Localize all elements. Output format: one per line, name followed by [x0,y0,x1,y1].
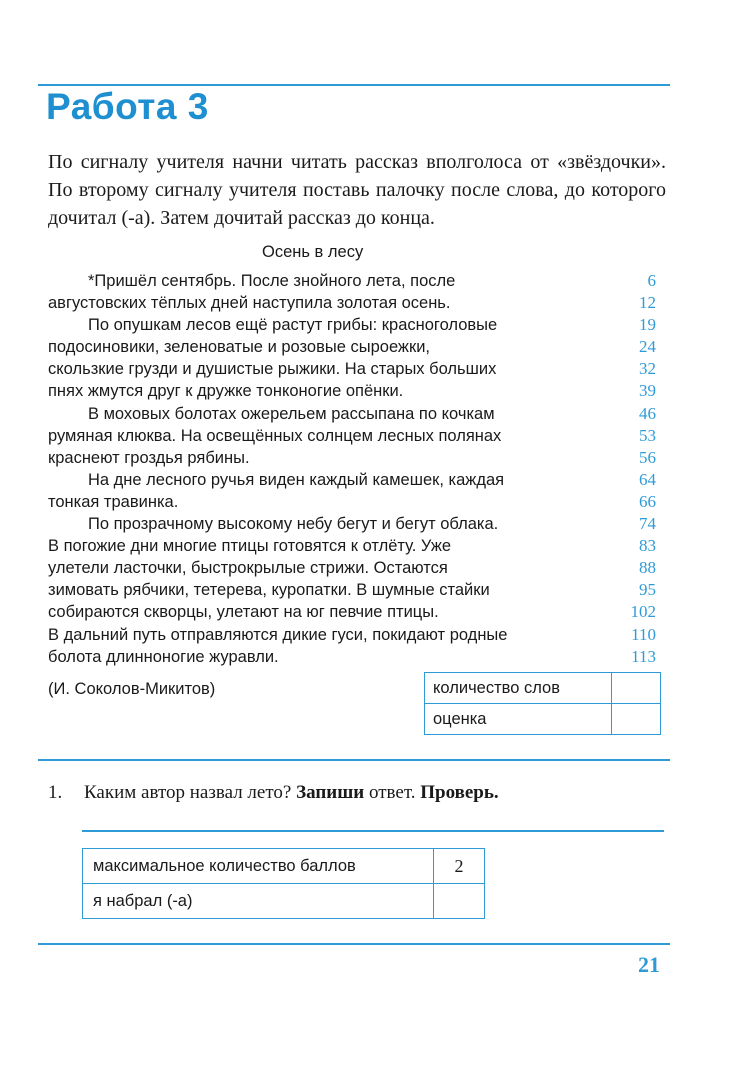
word-count-marker: 110 [631,624,656,644]
instruction-text: По сигналу учителя начни читать рассказ вполголоса от «звёздочки». По второму сигналу учителя поставь палочку после слова, до которого дочитал (-а). Затем дочитай рассказ до конца. [48,151,666,229]
word-count-marker: 74 [639,514,656,534]
word-count-marker: 102 [630,602,656,622]
question-text-2: ответ. [369,782,416,803]
word-count-marker: 88 [639,558,656,578]
max-score-label: максимальное количество баллов [83,849,434,884]
answer-line[interactable] [82,830,664,832]
story-line: болота длинноногие журавли. 113 [48,646,658,668]
grade-label: оценка [425,704,612,735]
question-number: 1. [48,782,63,803]
story-line: краснеют гроздья рябины. 56 [48,447,658,469]
word-count-marker: 6 [647,271,656,290]
grade-cell[interactable] [612,704,661,735]
story-line: скользкие грузди и душистые рыжики. На старых больших 32 [48,358,658,380]
word-count-marker: 53 [639,425,656,445]
word-count-marker: 46 [639,403,656,423]
story-text [48,270,658,668]
story-line: августовских тёплых дней наступила золотая осень. 12 [48,292,658,314]
page-number: 21 [638,952,660,977]
scored-cell[interactable] [434,884,485,919]
story-line: *Пришёл сентябрь. После знойного лета, после 6 [48,270,658,292]
story-line: В погожие дни многие птицы готовятся к отлёту. Уже 83 [48,535,658,557]
word-count-marker: 32 [639,359,656,379]
word-count-marker: 12 [639,293,656,313]
story-line: В моховых болотах ожерельем рассыпана по кочкам 46 [48,403,658,425]
word-count-marker: 64 [639,469,656,489]
story-author: (И. Соколов-Микитов) [48,680,216,698]
bottom-rule [38,943,670,945]
word-count-marker: 24 [639,337,656,357]
question-bold-2: Проверь. [420,782,499,803]
story-line: румяная клюква. На освещённых солнцем лесных полянах 53 [48,425,658,447]
question-bold-1: Запиши [296,782,365,803]
story-line: подосиновики, зеленоватые и розовые сыроежки, 24 [48,336,658,358]
word-count-marker: 19 [639,315,656,335]
story-line: В дальний путь отправляются дикие гуси, покидают родные 110 [48,624,658,646]
section-rule [38,759,670,761]
story-line: По прозрачному высокому небу бегут и бегут облака. 74 [48,513,658,535]
word-count-cell[interactable] [612,673,661,704]
question-text: Каким автор назвал лето? [84,782,292,803]
story-line: тонкая травинка. 66 [48,491,658,513]
story-title: Осень в лесу [262,243,364,261]
page-title: Работа 3 [46,86,209,127]
story-line: собираются скворцы, улетают на юг певчие птицы. 102 [48,601,658,623]
word-count-marker: 66 [639,491,656,511]
word-count-label: количество слов [425,673,612,704]
story-line: пнях жмутся друг к дружке тонконогие опёнки. 39 [48,380,658,402]
word-count-marker: 39 [639,381,656,401]
story-line: зимовать рябчики, тетерева, куропатки. В шумные стайки 95 [48,579,658,601]
scored-label: я набрал (-а) [83,884,434,919]
story-line: улетели ласточки, быстрокрылые стрижи. Остаются 88 [48,557,658,579]
story-line: По опушкам лесов ещё растут грибы: красноголовые 19 [48,314,658,336]
question-1 [48,782,499,804]
max-score-value: 2 [434,849,485,884]
score-table [82,848,485,919]
story-line: На дне лесного ручья виден каждый камешек, каждая 64 [48,469,658,491]
word-count-table [424,672,661,735]
word-count-marker: 113 [631,646,656,666]
word-count-marker: 83 [639,536,656,556]
word-count-marker: 95 [639,580,656,600]
word-count-marker: 56 [639,447,656,467]
